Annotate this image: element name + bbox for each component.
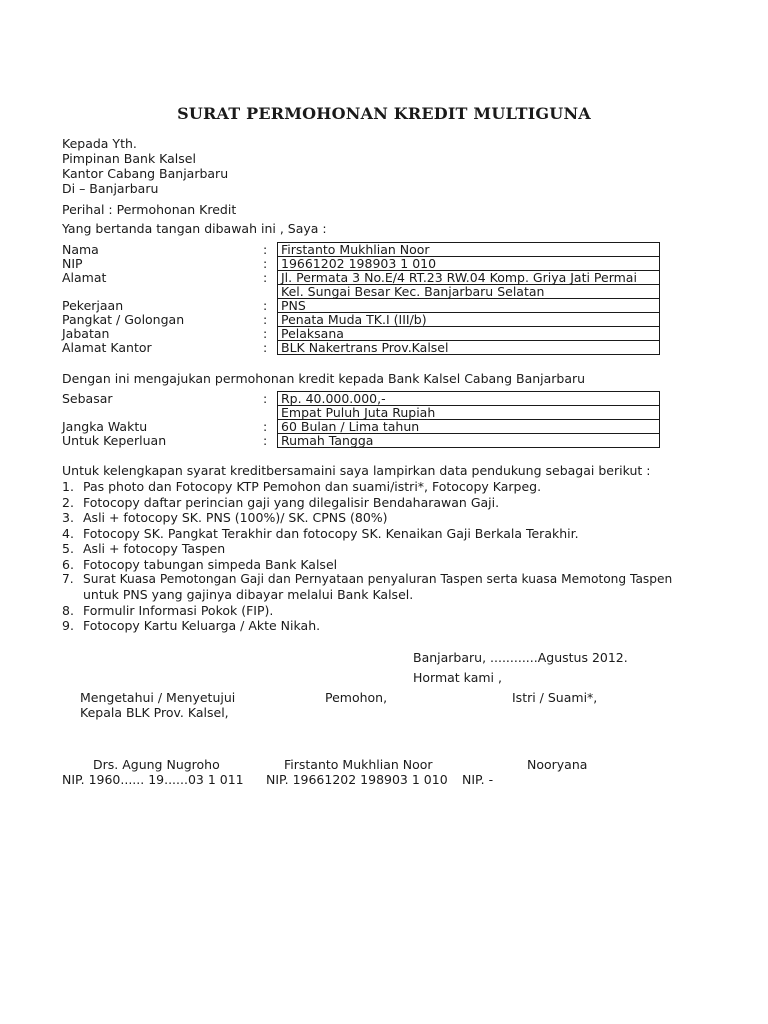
field-label-sebasar: Sebasar <box>62 391 113 406</box>
field-colon: : <box>263 256 268 271</box>
recipient-line: Kantor Cabang Banjarbaru <box>62 166 229 181</box>
field-value-nip: 19661202 198903 1 010 <box>277 256 660 271</box>
field-colon: : <box>263 326 268 341</box>
field-label-jabatan: Jabatan <box>62 326 110 341</box>
field-label-nip: NIP <box>62 256 83 271</box>
recipient-line: Di – Banjarbaru <box>62 181 159 196</box>
field-value-pangkat: Penata Muda TK.I (III/b) <box>277 312 660 327</box>
approver-title: Mengetahui / Menyetujui <box>80 690 236 705</box>
field-colon: : <box>263 391 268 406</box>
list-item: 8. Formulir Informasi Pokok (FIP). <box>62 603 274 618</box>
list-item: 9. Fotocopy Kartu Keluarga / Akte Nikah. <box>62 618 321 633</box>
approver-title-2: Kepala BLK Prov. Kalsel, <box>80 705 229 720</box>
place-date: Banjarbaru, ............Agustus 2012. <box>413 650 628 665</box>
field-colon: : <box>263 242 268 257</box>
list-item: 7. Surat Kuasa Pemotongan Gaji dan Pernyataan penyaluran Taspen serta kuasa Memotong Taspen <box>62 572 673 586</box>
field-label-keperluan: Untuk Keperluan <box>62 433 167 448</box>
field-colon: : <box>263 340 268 355</box>
field-value-pekerjaan: PNS <box>277 298 660 313</box>
list-item: 1. Pas photo dan Fotocopy KTP Pemohon dan suami/istri*, Fotocopy Karpeg. <box>62 479 542 494</box>
field-label-alamat-kantor: Alamat Kantor <box>62 340 152 355</box>
list-item: 2. Fotocopy daftar perincian gaji yang dilegalisir Bendaharawan Gaji. <box>62 495 500 510</box>
approver-nip: NIP. 1960...... 19......03 1 011 <box>62 772 244 787</box>
field-label-jangka-waktu: Jangka Waktu <box>62 419 148 434</box>
applicant-name: Firstanto Mukhlian Noor <box>284 757 433 772</box>
subject-line: Perihal : Permohonan Kredit <box>62 202 237 217</box>
requirements-intro: Untuk kelengkapan syarat kreditbersamaini saya lampirkan data pendukung sebagai berikut : <box>62 463 651 478</box>
spouse-name: Nooryana <box>527 757 588 772</box>
field-label-pangkat: Pangkat / Golongan <box>62 312 185 327</box>
list-item: 4. Fotocopy SK. Pangkat Terakhir dan fotocopy SK. Kenaikan Gaji Berkala Terakhir. <box>62 526 579 541</box>
field-value-alamat-cont: Kel. Sungai Besar Kec. Banjarbaru Selatan <box>277 284 660 299</box>
field-value-keperluan: Rumah Tangga <box>277 433 660 448</box>
recipient-line: Pimpinan Bank Kalsel <box>62 151 196 166</box>
field-label-pekerjaan: Pekerjaan <box>62 298 124 313</box>
field-colon: : <box>263 270 268 285</box>
field-value-alamat: Jl. Permata 3 No.E/4 RT.23 RW.04 Komp. Griya Jati Permai <box>277 270 660 285</box>
list-item: 6. Fotocopy tabungan simpeda Bank Kalsel <box>62 557 338 572</box>
recipient-line: Kepada Yth. <box>62 136 137 151</box>
applicant-role: Pemohon, <box>325 690 388 705</box>
field-colon: : <box>263 433 268 448</box>
field-value-jabatan: Pelaksana <box>277 326 660 341</box>
list-item: 3. Asli + fotocopy SK. PNS (100%)/ SK. CPNS (80%) <box>62 510 388 525</box>
list-item: 5. Asli + fotocopy Taspen <box>62 541 226 556</box>
field-colon: : <box>263 298 268 313</box>
applicant-nip: NIP. 19661202 198903 1 010 <box>266 772 448 787</box>
approver-name: Drs. Agung Nugroho <box>93 757 220 772</box>
field-label-alamat: Alamat <box>62 270 107 285</box>
request-intro: Dengan ini mengajukan permohonan kredit kepada Bank Kalsel Cabang Banjarbaru <box>62 371 586 386</box>
list-item-continuation: untuk PNS yang gajinya dibayar melalui Bank Kalsel. <box>83 587 414 602</box>
field-colon: : <box>263 419 268 434</box>
field-value-amount-words: Empat Puluh Juta Rupiah <box>277 405 660 420</box>
field-value-jangka-waktu: 60 Bulan / Lima tahun <box>277 419 660 434</box>
closing-regards: Hormat kami , <box>413 670 502 685</box>
field-value-sebasar: Rp. 40.000.000,- <box>277 391 660 406</box>
field-colon: : <box>263 312 268 327</box>
spouse-role: Istri / Suami*, <box>512 690 598 705</box>
spouse-nip: NIP. - <box>462 772 494 787</box>
field-value-nama: Firstanto Mukhlian Noor <box>277 242 660 257</box>
field-label-nama: Nama <box>62 242 99 257</box>
intro-text: Yang bertanda tangan dibawah ini , Saya : <box>62 221 327 236</box>
letter-title: SURAT PERMOHONAN KREDIT MULTIGUNA <box>177 104 591 123</box>
field-value-alamat-kantor: BLK Nakertrans Prov.Kalsel <box>277 340 660 355</box>
